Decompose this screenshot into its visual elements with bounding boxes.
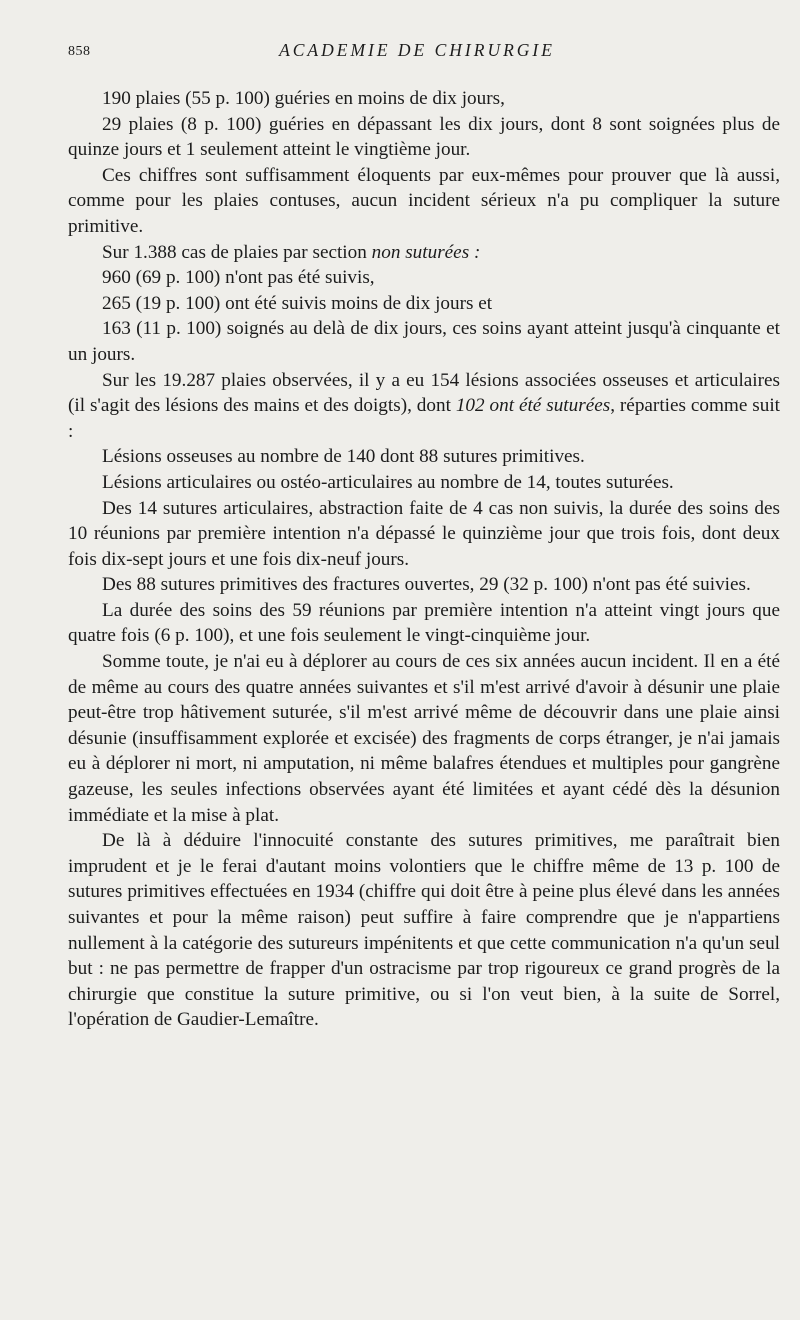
text-run: Sur 1.388 cas de plaies par section <box>102 241 372 263</box>
paragraph: Lésions articulaires ou ostéo-articulaires au nombre de 14, toutes suturées. <box>102 471 674 493</box>
paragraph: 163 (11 p. 100) soignés au delà de dix jours, ces soins ayant atteint jusqu'à cinquante et un jours. <box>68 318 780 365</box>
emphasis: non suturées : <box>371 241 481 263</box>
paragraph: 190 plaies (55 p. 100) guéries en moins de dix jours, <box>102 88 505 109</box>
paragraph: 29 plaies (8 p. 100) guéries en dépassant les dix jours, dont 8 sont soignées plus de quinze jours et 1 seulement atteint le vingtième jour. <box>68 113 780 161</box>
paragraph <box>68 368 780 445</box>
paragraph: Ces chiffres sont suffisamment éloquents par eux-mêmes pour prouver que là aussi, comme pour les plaies contuses, aucun incident sérieux n'a pu compliquer la suture primitive. <box>68 164 780 237</box>
paragraph: 960 (69 p. 100) n'ont pas été suivis, <box>102 267 375 289</box>
paragraph: Des 88 sutures primitives des fractures ouvertes, 29 (32 p. 100) n'ont pas été suivies. <box>102 574 751 596</box>
paragraph: Somme toute, je n'ai eu à déplorer au cours de ces six années aucun incident. Il en a été de même au cours des quatre années suivantes et s'il m'est arrivé d'avoir à désunir une plaie peut-être trop hâtivement suturée, s'il m'est arrivé même de découvrir dans une plaie ainsi désunie (insuffisamment explorée et excisée) des fragments de corps étranger, je n'ai jamais eu à déplorer ni mort, ni amputation, ni même balafres étendues et multiples pour gangrène gazeuse, les seules infections observées ayant été limitées et ayant cédé dès la désunion immédiate et la mise à plat. <box>68 651 780 826</box>
text-run: , réparties comme suit : <box>68 395 780 442</box>
paragraph: Lésions osseuses au nombre de 140 dont 88 sutures primitives. <box>102 446 585 468</box>
running-title: ACADEMIE DE CHIRURGIE <box>279 40 555 60</box>
paragraph: De là à déduire l'innocuité constante des sutures primitives, me paraîtrait bien imprudent et je le ferai d'autant moins volontiers que le chiffre même de 13 p. 100 de sutures primitives effectuées en 1934 (chiffre qui doit être à peine plus élevé dans les années suivantes et pour la même raison) peut suffire à faire comprendre que je n'appartiens nullement à la catégorie des sutureurs impénitents et que cette communication n'a qu'un seul but : ne pas permettre de frapper d'un ostracisme par trop rigoureux ce grand progrès de la chirurgie que constitue la suture primitive, ou si l'on veut bien, à la suite de Sorrel, l'opération de Gaudier-Lemaître. <box>68 830 780 1031</box>
paragraph: Des 14 sutures articulaires, abstraction faite de 4 cas non suivis, la durée des soins des 10 réunions par première intention n'a dépassé le quinzième jour que trois fois, dont deux fois dix-sept jours et une fois dix-neuf jours. <box>68 497 780 570</box>
paragraph: La durée des soins des 59 réunions par première intention n'a atteint vingt jours que quatre fois (6 p. 100), et une fois seulement le vingt-cinquième jour. <box>68 599 780 647</box>
body-text <box>68 86 780 1033</box>
page-header <box>68 40 766 70</box>
page-number: 858 <box>68 44 91 59</box>
paragraph <box>68 240 780 266</box>
paragraph: 265 (19 p. 100) ont été suivis moins de dix jours et <box>102 292 493 314</box>
text-run: Sur les 19.287 plaies observées, il y a eu 154 lésions associées osseuses et articulaires (il s'agit des lésions des mains et des doigts), dont <box>68 369 780 417</box>
emphasis: 102 ont été suturées <box>455 395 611 417</box>
